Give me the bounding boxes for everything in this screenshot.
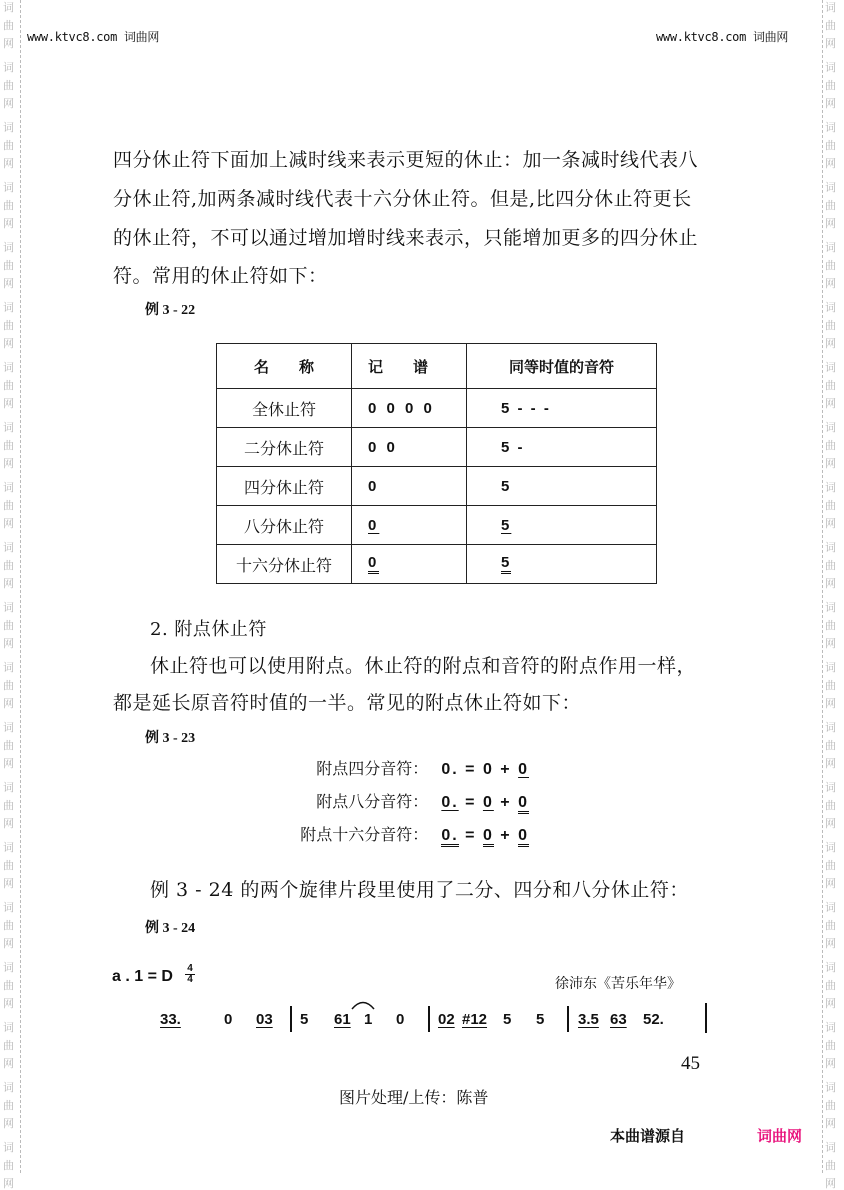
intro-line-3: 的休止符，不可以通过增加增时线来表示，只能增加更多的四分休止 (113, 227, 699, 249)
right-watermark-column (825, 0, 839, 1190)
watermark-glyph: 词 (825, 901, 836, 914)
watermark-glyph: 网 (3, 757, 14, 770)
watermark-glyph: 网 (825, 877, 836, 890)
watermark-glyph: 词 (3, 481, 14, 494)
source-label: 本曲谱源自 (610, 1127, 686, 1145)
rest-name: 八分休止符 (217, 506, 352, 545)
formula-b: 0 (518, 828, 529, 847)
watermark-glyph: 词 (825, 1, 836, 14)
right-margin-dashed-line (822, 0, 823, 1173)
watermark-glyph: 词 (825, 661, 836, 674)
dotted-eighth-row (316, 789, 529, 814)
left-watermark-column (3, 0, 17, 1190)
watermark-glyph: 网 (3, 817, 14, 830)
example-3-22-label: 例 3 - 22 (145, 303, 196, 318)
watermark-glyph: 词 (3, 841, 14, 854)
watermark-glyph: 词 (3, 721, 14, 734)
watermark-glyph: 曲 (825, 499, 836, 512)
rest-name: 二分休止符 (217, 428, 352, 467)
note-52: 52. (643, 1011, 664, 1028)
header-equivalent: 同等时值的音符 (467, 344, 657, 389)
watermark-glyph: 网 (3, 637, 14, 650)
watermark-glyph: 词 (825, 1081, 836, 1094)
table-header-row (217, 344, 657, 389)
note-5: 5 (503, 1011, 512, 1028)
header-name: 名 称 (217, 344, 352, 389)
watermark-glyph: 网 (3, 1177, 14, 1190)
watermark-glyph: 曲 (3, 19, 14, 32)
formula-eq: = (465, 794, 477, 811)
watermark-glyph: 曲 (3, 259, 14, 272)
watermark-glyph: 网 (3, 997, 14, 1010)
watermark-glyph: 词 (3, 901, 14, 914)
watermark-glyph: 曲 (825, 79, 836, 92)
watermark-glyph: 词 (3, 961, 14, 974)
watermark-glyph: 网 (3, 37, 14, 50)
rest-equivalent-cell (467, 545, 657, 584)
watermark-glyph: 词 (3, 181, 14, 194)
watermark-glyph: 网 (825, 97, 836, 110)
watermark-glyph: 网 (3, 877, 14, 890)
watermark-glyph: 曲 (825, 859, 836, 872)
formula-plus: + (500, 794, 512, 811)
watermark-glyph: 曲 (825, 559, 836, 572)
table-row (217, 428, 657, 467)
intro-line-2: 分休止符,加两条减时线代表十六分休止符。但是,比四分休止符更长 (113, 188, 692, 210)
formula-a: 0 (482, 761, 494, 778)
watermark-glyph: 词 (3, 1141, 14, 1154)
watermark-glyph: 词 (825, 1141, 836, 1154)
watermark-glyph: 网 (3, 157, 14, 170)
note-33: 33. (160, 1011, 181, 1028)
time-signature (185, 964, 195, 985)
dotted-sixteenth-row (300, 822, 529, 847)
watermark-glyph: 曲 (3, 499, 14, 512)
rest-name: 四分休止符 (217, 467, 352, 506)
table-row (217, 545, 657, 584)
watermark-glyph: 网 (3, 937, 14, 950)
barline (428, 1006, 430, 1032)
note-02: 02 (438, 1011, 455, 1028)
formula-lhs: 0. (441, 794, 459, 811)
watermark-glyph: 网 (825, 1057, 836, 1070)
formula-b: 0 (518, 761, 529, 778)
dotted-row-label: 附点八分音符： (316, 792, 429, 811)
watermark-glyph: 曲 (825, 799, 836, 812)
barline (705, 1003, 707, 1033)
watermark-glyph: 词 (825, 841, 836, 854)
watermark-glyph: 网 (825, 937, 836, 950)
watermark-glyph: 网 (825, 997, 836, 1010)
watermark-glyph: 曲 (825, 319, 836, 332)
rest-equivalent: 5 - - - (467, 389, 657, 428)
watermark-glyph: 曲 (825, 979, 836, 992)
upload-credit: 图片处理/上传：陈普 (339, 1088, 489, 1107)
watermark-glyph: 网 (3, 277, 14, 290)
watermark-glyph: 曲 (3, 739, 14, 752)
header-notation: 记 谱 (352, 344, 467, 389)
watermark-glyph: 网 (825, 37, 836, 50)
watermark-glyph: 网 (825, 757, 836, 770)
watermark-glyph: 词 (3, 661, 14, 674)
watermark-glyph: 网 (825, 457, 836, 470)
section-2-heading: 2. 附点休止符 (150, 619, 267, 640)
rest-equivalent: 5 - (467, 428, 657, 467)
watermark-glyph: 词 (825, 541, 836, 554)
source-brand-link[interactable]: 词曲网 (757, 1127, 803, 1145)
watermark-glyph: 词 (3, 601, 14, 614)
rest-equivalent: 5 (501, 555, 511, 574)
header-site-left[interactable]: www.ktvc8.com 词曲网 (27, 30, 160, 44)
watermark-glyph: 词 (3, 301, 14, 314)
example-3-23-label: 例 3 - 23 (145, 731, 196, 746)
watermark-glyph: 网 (3, 577, 14, 590)
watermark-glyph: 网 (825, 157, 836, 170)
watermark-glyph: 网 (825, 277, 836, 290)
dotted-row-label: 附点四分音符： (316, 759, 429, 778)
watermark-glyph: 词 (3, 1021, 14, 1034)
watermark-glyph: 网 (825, 517, 836, 530)
watermark-glyph: 曲 (825, 379, 836, 392)
dotted-row-formula (441, 794, 529, 811)
watermark-glyph: 网 (3, 457, 14, 470)
watermark-glyph: 曲 (825, 679, 836, 692)
rest-notation-cell (352, 506, 467, 545)
rest-equivalent-cell (467, 506, 657, 545)
table-row (217, 389, 657, 428)
watermark-glyph: 词 (3, 241, 14, 254)
watermark-glyph: 曲 (3, 559, 14, 572)
formula-eq: = (465, 761, 477, 778)
note-rest: 0 (396, 1011, 405, 1028)
watermark-glyph: 网 (3, 217, 14, 230)
intro-line-1: 四分休止符下面加上减时线来表示更短的休止：加一条减时线代表八 (113, 149, 699, 171)
watermark-glyph: 曲 (825, 1039, 836, 1052)
formula-b: 0 (518, 795, 529, 814)
watermark-glyph: 网 (825, 637, 836, 650)
watermark-glyph: 词 (825, 61, 836, 74)
note-5: 5 (536, 1011, 545, 1028)
watermark-glyph: 网 (825, 1117, 836, 1130)
formula-a: 0 (483, 828, 494, 847)
watermark-glyph: 网 (3, 1117, 14, 1130)
rest-notation: 0 (368, 555, 379, 574)
watermark-glyph: 词 (825, 181, 836, 194)
watermark-glyph: 曲 (3, 799, 14, 812)
header-site-right[interactable]: www.ktvc8.com 词曲网 (656, 30, 789, 44)
formula-eq: = (465, 827, 477, 844)
watermark-glyph: 曲 (825, 259, 836, 272)
rest-name: 十六分休止符 (217, 545, 352, 584)
watermark-glyph: 词 (3, 1, 14, 14)
intro-line-4: 符。常用的休止符如下： (113, 265, 328, 287)
example-3-24-label: 例 3 - 24 (145, 921, 196, 936)
watermark-glyph: 曲 (825, 1159, 836, 1172)
rest-equivalent: 5 (501, 516, 512, 534)
rest-notation: 0 0 0 0 (352, 389, 467, 428)
time-sig-bottom: 4 (187, 974, 193, 985)
note-61: 61 (334, 1011, 351, 1028)
watermark-glyph: 词 (3, 541, 14, 554)
rest-notation: 0 (368, 516, 380, 534)
rest-name: 全休止符 (217, 389, 352, 428)
watermark-glyph: 曲 (825, 619, 836, 632)
watermark-glyph: 曲 (825, 919, 836, 932)
watermark-glyph: 曲 (3, 919, 14, 932)
watermark-glyph: 曲 (825, 439, 836, 452)
watermark-glyph: 词 (3, 121, 14, 134)
watermark-glyph: 曲 (3, 619, 14, 632)
watermark-glyph: 词 (825, 241, 836, 254)
tie-arc (350, 998, 376, 1010)
rest-notation-cell (352, 545, 467, 584)
rest-notation: 0 0 (352, 428, 467, 467)
watermark-glyph: 曲 (3, 199, 14, 212)
watermark-glyph: 网 (825, 697, 836, 710)
watermark-glyph: 网 (3, 1057, 14, 1070)
note-1: 1 (364, 1011, 373, 1028)
watermark-glyph: 网 (3, 697, 14, 710)
barline (290, 1006, 292, 1032)
watermark-glyph: 网 (825, 577, 836, 590)
watermark-glyph: 词 (825, 481, 836, 494)
watermark-glyph: 词 (825, 121, 836, 134)
dotted-row-formula (441, 761, 529, 778)
watermark-glyph: 词 (825, 601, 836, 614)
dotted-row-formula (441, 827, 529, 844)
note-3-5: 3.5 (578, 1011, 599, 1028)
table-row (217, 506, 657, 545)
watermark-glyph: 词 (825, 781, 836, 794)
dotted-quarter-row (316, 756, 529, 779)
section-2-line-2: 都是延长原音符时值的一半。常见的附点休止符如下： (113, 692, 582, 714)
watermark-glyph: 曲 (3, 379, 14, 392)
watermark-glyph: 曲 (3, 319, 14, 332)
watermark-glyph: 词 (3, 781, 14, 794)
watermark-glyph: 词 (825, 1021, 836, 1034)
watermark-glyph: 词 (3, 361, 14, 374)
formula-lhs: 0. (441, 828, 458, 847)
rest-equivalent: 5 (467, 467, 657, 506)
watermark-glyph: 词 (3, 421, 14, 434)
watermark-glyph: 曲 (825, 739, 836, 752)
watermark-glyph: 网 (3, 397, 14, 410)
watermark-glyph: 曲 (3, 1039, 14, 1052)
watermark-glyph: 词 (825, 961, 836, 974)
formula-lhs: 0. (441, 761, 459, 778)
attribution: 徐沛东《苦乐年华》 (555, 976, 681, 992)
watermark-glyph: 曲 (3, 679, 14, 692)
time-sig-top: 4 (185, 964, 195, 975)
note-sharp-12: #12 (462, 1011, 488, 1028)
note-5: 5 (300, 1011, 309, 1028)
watermark-glyph: 词 (825, 721, 836, 734)
rest-notation: 0 (352, 467, 467, 506)
watermark-glyph: 网 (3, 337, 14, 350)
watermark-glyph: 网 (3, 97, 14, 110)
watermark-glyph: 曲 (3, 859, 14, 872)
watermark-glyph: 曲 (825, 199, 836, 212)
watermark-glyph: 曲 (3, 979, 14, 992)
table-row (217, 467, 657, 506)
note-63: 63 (610, 1011, 627, 1028)
formula-plus: + (500, 827, 512, 844)
watermark-glyph: 词 (3, 61, 14, 74)
watermark-glyph: 曲 (3, 1099, 14, 1112)
left-margin-dashed-line (20, 0, 21, 1173)
barline (567, 1006, 569, 1032)
watermark-glyph: 网 (825, 217, 836, 230)
watermark-glyph: 词 (825, 361, 836, 374)
page-number: 45 (681, 1053, 700, 1074)
example-3-24-intro: 例 3 - 24 的两个旋律片段里使用了二分、四分和八分休止符： (150, 879, 689, 901)
watermark-glyph: 词 (3, 1081, 14, 1094)
watermark-glyph: 曲 (3, 139, 14, 152)
formula-plus: + (500, 761, 512, 778)
note-rest: 0 (224, 1011, 233, 1028)
watermark-glyph: 网 (825, 397, 836, 410)
watermark-glyph: 曲 (3, 1159, 14, 1172)
note-03: 03 (256, 1011, 273, 1028)
watermark-glyph: 词 (825, 421, 836, 434)
rest-table (216, 343, 657, 584)
key-signature: a . 1 = D (112, 968, 173, 985)
watermark-glyph: 曲 (3, 439, 14, 452)
watermark-glyph: 词 (825, 301, 836, 314)
section-2-line-1: 休止符也可以使用附点。休止符的附点和音符的附点作用一样， (150, 655, 697, 677)
watermark-glyph: 网 (3, 517, 14, 530)
watermark-glyph: 曲 (825, 19, 836, 32)
watermark-glyph: 曲 (825, 1099, 836, 1112)
formula-a: 0 (482, 794, 494, 811)
watermark-glyph: 网 (825, 1177, 836, 1190)
watermark-glyph: 曲 (825, 139, 836, 152)
watermark-glyph: 网 (825, 817, 836, 830)
watermark-glyph: 曲 (3, 79, 14, 92)
watermark-glyph: 网 (825, 337, 836, 350)
dotted-row-label: 附点十六分音符： (300, 825, 429, 844)
